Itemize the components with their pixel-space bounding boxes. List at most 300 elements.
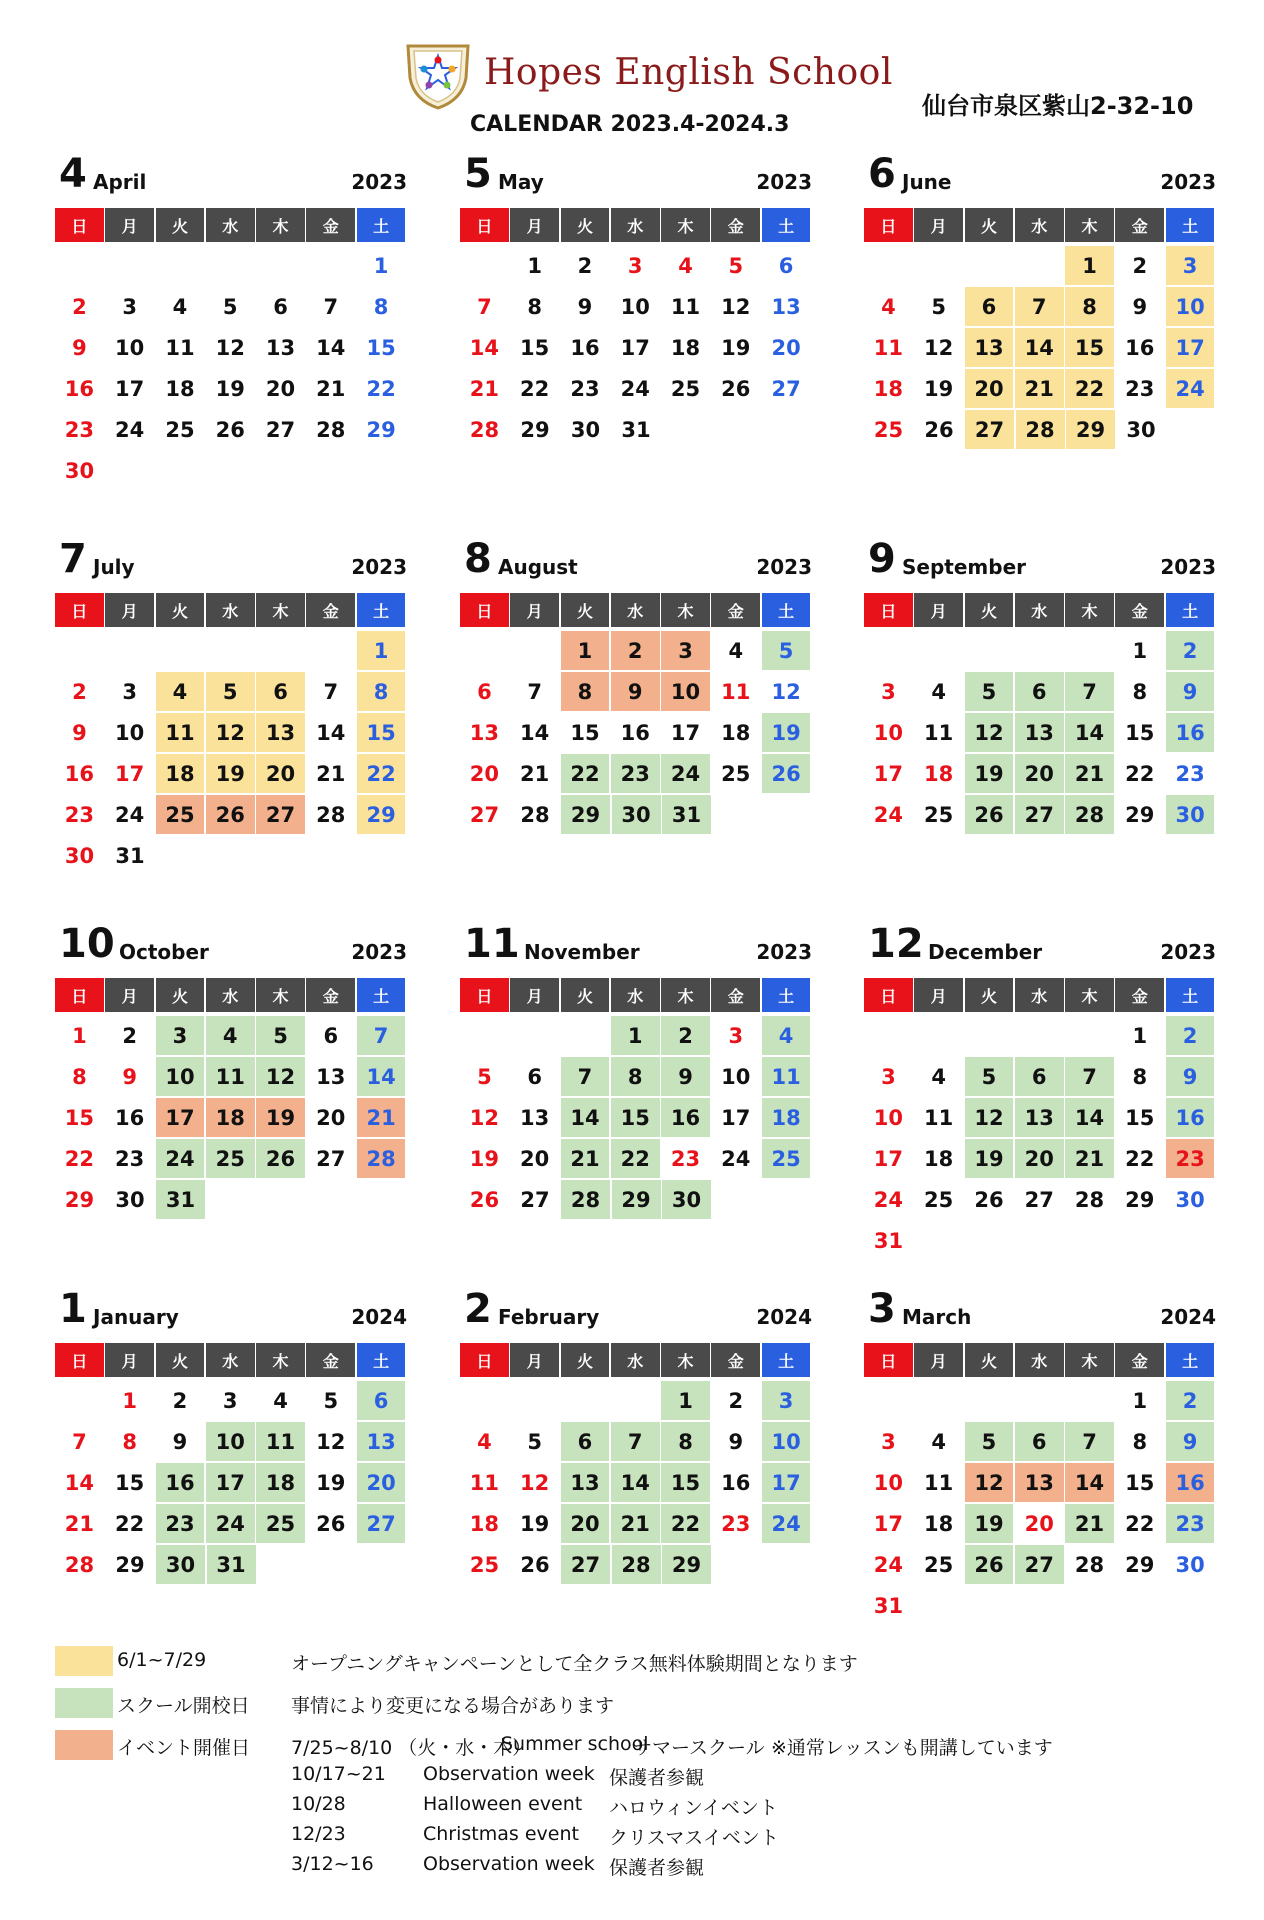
day-cell: 18 — [924, 1511, 954, 1536]
day-cell: 6 — [527, 1064, 542, 1089]
week-row — [864, 1422, 1216, 1463]
month-year: 2023 — [756, 170, 812, 194]
month-name: May — [498, 170, 544, 194]
day-cell: 17 — [156, 1098, 205, 1137]
day-cell: 29 — [366, 417, 396, 442]
event-name: Observation week — [423, 1763, 595, 1785]
day-cell: 25 — [873, 417, 904, 442]
day-cell: 28 — [612, 1545, 661, 1584]
weekday-header: 日 — [864, 1343, 913, 1377]
day-cell: 12 — [206, 713, 255, 752]
day-cell: 20 — [965, 369, 1014, 408]
day-grid — [55, 1381, 407, 1586]
empty-cell — [965, 246, 1014, 285]
week-row — [460, 754, 812, 795]
empty-cell — [561, 1381, 610, 1420]
weekday-header-row — [460, 593, 812, 627]
day-cell: 19 — [256, 1098, 305, 1137]
day-cell: 17 — [1166, 328, 1215, 367]
month-name: July — [93, 555, 135, 579]
day-cell: 16 — [156, 1463, 205, 1502]
day-cell: 21 — [64, 1511, 94, 1536]
day-cell: 3 — [881, 1429, 896, 1454]
day-cell: 25 — [670, 376, 701, 401]
day-cell: 24 — [620, 376, 650, 401]
day-cell: 11 — [165, 335, 195, 360]
day-cell: 11 — [469, 1470, 499, 1495]
day-cell: 25 — [469, 1552, 500, 1577]
month-number: 4 — [59, 151, 87, 197]
weekday-header: 月 — [914, 1343, 963, 1377]
day-cell: 4 — [728, 638, 744, 663]
day-cell: 4 — [273, 1388, 288, 1413]
weekday-header: 木 — [256, 593, 305, 627]
day-cell: 29 — [612, 1180, 661, 1219]
day-cell: 7 — [1065, 1422, 1114, 1461]
weekday-header: 月 — [914, 208, 963, 242]
weekday-header-row — [460, 208, 812, 242]
empty-cell — [256, 631, 305, 670]
weekday-header: 火 — [965, 1343, 1014, 1377]
calendar-title: CALENDAR 2023.4-2024.3 — [470, 112, 790, 137]
day-cell: 23 — [611, 754, 660, 793]
week-row — [460, 795, 812, 836]
day-cell: 24 — [115, 802, 145, 827]
day-cell: 26 — [256, 1139, 305, 1178]
day-cell: 2 — [611, 631, 660, 670]
day-cell: 7 — [1015, 287, 1064, 326]
day-cell: 1 — [527, 253, 542, 278]
day-cell: 20 — [561, 1504, 610, 1543]
day-cell: 14 — [611, 1463, 660, 1502]
day-cell: 6 — [778, 253, 794, 278]
day-cell: 14 — [1015, 328, 1064, 367]
weekday-header: 火 — [561, 593, 610, 627]
day-cell: 11 — [924, 720, 954, 745]
day-cell: 1 — [357, 631, 406, 670]
weekday-header: 木 — [1065, 978, 1114, 1012]
day-cell: 2 — [577, 253, 593, 278]
day-cell: 25 — [924, 1552, 954, 1577]
day-cell: 15 — [1125, 720, 1155, 745]
school-logo — [400, 38, 476, 110]
day-cell: 7 — [527, 679, 542, 704]
day-cell: 26 — [206, 795, 255, 834]
day-cell: 23 — [1166, 1504, 1215, 1543]
day-cell: 10 — [115, 335, 145, 360]
weekday-header: 金 — [711, 208, 760, 242]
day-cell: 15 — [570, 720, 600, 745]
day-grid — [864, 1381, 1216, 1627]
day-cell: 27 — [469, 802, 500, 827]
day-cell: 31 — [207, 1545, 256, 1584]
day-cell: 16 — [570, 335, 600, 360]
empty-cell — [460, 1016, 509, 1055]
day-cell: 16 — [64, 761, 94, 786]
month-year: 2023 — [756, 940, 812, 964]
event-japanese-name: 保護者参観 — [609, 1767, 705, 1789]
week-row — [864, 1586, 1216, 1627]
day-cell: 25 — [924, 802, 954, 827]
month-name: August — [498, 555, 578, 579]
day-cell: 23 — [1166, 1139, 1215, 1178]
day-cell: 6 — [273, 294, 288, 319]
day-cell: 13 — [520, 1105, 550, 1130]
weekday-header: 水 — [611, 593, 660, 627]
day-cell: 5 — [206, 672, 255, 711]
event-date: 10/17~21 — [291, 1763, 386, 1785]
day-cell: 19 — [206, 754, 255, 793]
week-row — [55, 328, 407, 369]
day-cell: 12 — [215, 335, 245, 360]
day-cell: 14 — [316, 720, 346, 745]
day-grid — [55, 246, 407, 492]
weekday-header: 土 — [762, 1343, 811, 1377]
day-cell: 18 — [256, 1463, 305, 1502]
week-row — [460, 369, 812, 410]
day-cell: 15 — [661, 1463, 710, 1502]
day-cell: 20 — [1015, 754, 1064, 793]
empty-cell — [561, 1016, 610, 1055]
event-name: Summer school — [501, 1733, 649, 1755]
month-june — [864, 150, 1216, 510]
day-cell: 26 — [215, 417, 245, 442]
empty-cell — [460, 246, 509, 285]
weekday-header: 日 — [864, 593, 913, 627]
weekday-header: 日 — [460, 593, 509, 627]
empty-cell — [105, 246, 154, 285]
day-grid — [460, 246, 812, 451]
day-cell: 22 — [520, 376, 550, 401]
week-row — [864, 246, 1216, 287]
month-header — [464, 150, 812, 196]
day-grid — [460, 1016, 812, 1221]
week-row — [460, 672, 812, 713]
day-cell: 11 — [156, 713, 205, 752]
month-year: 2023 — [351, 170, 407, 194]
day-cell: 28 — [1074, 1552, 1105, 1577]
month-february — [460, 1285, 812, 1645]
day-cell: 19 — [965, 1139, 1014, 1178]
day-cell: 4 — [156, 672, 205, 711]
day-cell: 7 — [323, 294, 339, 319]
day-cell: 19 — [316, 1470, 346, 1495]
weekday-header: 水 — [1015, 208, 1064, 242]
day-cell: 28 — [316, 417, 346, 442]
day-cell: 20 — [256, 754, 305, 793]
weekday-header: 火 — [965, 208, 1014, 242]
week-row — [460, 1504, 812, 1545]
empty-cell — [306, 631, 355, 670]
weekday-header: 木 — [1065, 1343, 1114, 1377]
month-december — [864, 920, 1216, 1280]
day-cell: 11 — [206, 1057, 255, 1096]
day-cell: 28 — [520, 802, 550, 827]
month-year: 2024 — [756, 1305, 812, 1329]
day-cell: 6 — [323, 1023, 339, 1048]
day-cell: 21 — [561, 1139, 610, 1178]
week-row — [55, 1463, 407, 1504]
weekday-header-row — [864, 1343, 1216, 1377]
day-cell: 24 — [873, 802, 903, 827]
day-cell: 23 — [64, 417, 94, 442]
weekday-header: 日 — [460, 1343, 509, 1377]
month-header — [868, 920, 1216, 966]
day-cell: 19 — [762, 713, 811, 752]
campaign-description: オープニングキャンペーンとして全クラス無料体験期間となります — [291, 1653, 858, 1675]
weekday-header: 日 — [55, 1343, 104, 1377]
week-row — [55, 246, 407, 287]
day-cell: 18 — [156, 754, 205, 793]
day-cell: 3 — [122, 679, 137, 704]
day-cell: 28 — [64, 1552, 95, 1577]
weekday-header: 日 — [55, 978, 104, 1012]
weekday-header: 木 — [661, 1343, 710, 1377]
day-grid — [864, 631, 1216, 836]
day-cell: 24 — [661, 754, 710, 793]
weekday-header: 金 — [711, 978, 760, 1012]
month-may — [460, 150, 812, 510]
day-cell: 11 — [924, 1105, 954, 1130]
day-cell: 19 — [965, 754, 1014, 793]
day-cell: 16 — [1125, 335, 1155, 360]
day-cell: 29 — [1125, 802, 1155, 827]
day-cell: 18 — [762, 1098, 811, 1137]
week-row — [864, 713, 1216, 754]
day-cell: 5 — [323, 1388, 339, 1413]
month-number: 11 — [464, 921, 520, 967]
week-row — [55, 369, 407, 410]
day-cell: 29 — [520, 417, 550, 442]
month-name: October — [119, 940, 209, 964]
month-header — [59, 535, 407, 581]
week-row — [864, 369, 1216, 410]
day-cell: 29 — [115, 1552, 145, 1577]
day-cell: 9 — [611, 672, 660, 711]
day-cell: 16 — [661, 1098, 710, 1137]
week-row — [460, 1422, 812, 1463]
day-grid — [864, 1016, 1216, 1262]
empty-cell — [156, 246, 205, 285]
day-cell: 26 — [520, 1552, 550, 1577]
week-row — [460, 1381, 812, 1422]
weekday-header: 月 — [105, 978, 154, 1012]
empty-cell — [965, 1381, 1014, 1420]
event-swatch — [55, 1730, 113, 1760]
day-cell: 6 — [256, 672, 305, 711]
empty-cell — [864, 1016, 913, 1055]
day-cell: 17 — [115, 761, 145, 786]
week-row — [460, 246, 812, 287]
weekday-header: 月 — [914, 593, 963, 627]
day-cell: 9 — [1132, 294, 1148, 319]
day-cell: 15 — [366, 335, 396, 360]
month-year: 2023 — [1160, 170, 1216, 194]
day-cell: 8 — [1132, 1064, 1148, 1089]
week-row — [460, 328, 812, 369]
weekday-header: 月 — [510, 978, 559, 1012]
day-cell: 22 — [611, 1139, 660, 1178]
day-cell: 26 — [965, 795, 1014, 834]
day-cell: 7 — [1065, 1057, 1114, 1096]
week-row — [460, 1057, 812, 1098]
day-cell: 18 — [165, 376, 195, 401]
day-cell: 8 — [661, 1422, 710, 1461]
month-year: 2023 — [351, 555, 407, 579]
day-cell: 27 — [265, 417, 296, 442]
week-row — [55, 1016, 407, 1057]
day-cell: 22 — [115, 1511, 145, 1536]
empty-cell — [965, 1016, 1014, 1055]
day-cell: 23 — [1175, 761, 1205, 786]
day-cell: 23 — [115, 1146, 145, 1171]
day-cell: 11 — [721, 679, 751, 704]
month-header — [868, 535, 1216, 581]
day-cell: 8 — [72, 1064, 87, 1089]
day-cell: 21 — [1065, 1504, 1114, 1543]
day-cell: 13 — [1015, 713, 1064, 752]
day-cell: 4 — [931, 679, 946, 704]
week-row — [864, 328, 1216, 369]
day-cell: 28 — [316, 802, 346, 827]
month-number: 6 — [868, 151, 896, 197]
day-cell: 28 — [1016, 410, 1065, 449]
day-cell: 24 — [115, 417, 145, 442]
day-cell: 9 — [1166, 672, 1215, 711]
empty-cell — [55, 246, 104, 285]
day-cell: 8 — [357, 672, 406, 711]
month-year: 2024 — [1160, 1305, 1216, 1329]
day-cell: 2 — [72, 679, 87, 704]
day-cell: 10 — [1166, 287, 1215, 326]
weekday-header: 土 — [1166, 978, 1215, 1012]
day-cell: 9 — [72, 335, 87, 360]
week-row — [864, 1098, 1216, 1139]
weekday-header-row — [864, 593, 1216, 627]
empty-cell — [965, 631, 1014, 670]
week-row — [55, 1504, 407, 1545]
day-cell: 23 — [570, 376, 600, 401]
day-cell: 20 — [771, 335, 801, 360]
empty-cell — [864, 1381, 913, 1420]
day-cell: 26 — [469, 1187, 500, 1212]
day-cell: 4 — [172, 294, 188, 319]
day-cell: 8 — [561, 672, 610, 711]
day-cell: 5 — [965, 1057, 1014, 1096]
day-cell: 9 — [661, 1057, 710, 1096]
weekday-header: 火 — [561, 978, 610, 1012]
day-cell: 21 — [316, 761, 346, 786]
week-row — [460, 1016, 812, 1057]
day-cell: 2 — [1132, 253, 1148, 278]
month-name: December — [928, 940, 1043, 964]
day-cell: 27 — [316, 1146, 346, 1171]
week-row — [864, 1057, 1216, 1098]
day-cell: 10 — [873, 1105, 903, 1130]
day-cell: 29 — [357, 795, 406, 834]
school-address: 仙台市泉区紫山2-32-10 — [922, 92, 1194, 120]
week-row — [55, 287, 407, 328]
day-cell: 11 — [256, 1422, 305, 1461]
day-cell: 20 — [316, 1105, 346, 1130]
day-cell: 1 — [72, 1023, 87, 1048]
week-row — [864, 672, 1216, 713]
event-date: 10/28 — [291, 1793, 346, 1815]
week-row — [55, 795, 407, 836]
day-cell: 31 — [873, 1228, 904, 1253]
day-cell: 10 — [873, 720, 903, 745]
event-name: Observation week — [423, 1853, 595, 1875]
day-cell: 9 — [1166, 1057, 1215, 1096]
weekday-header: 土 — [357, 208, 406, 242]
day-cell: 14 — [1065, 1463, 1114, 1502]
day-cell: 26 — [924, 417, 954, 442]
month-header — [868, 150, 1216, 196]
empty-cell — [460, 631, 509, 670]
day-cell: 1 — [661, 1381, 710, 1420]
empty-cell — [914, 1016, 963, 1055]
weekday-header-row — [55, 593, 407, 627]
day-cell: 12 — [721, 294, 751, 319]
day-cell: 8 — [527, 294, 542, 319]
week-row — [864, 754, 1216, 795]
day-cell: 12 — [771, 679, 801, 704]
weekday-header: 月 — [105, 593, 154, 627]
weekday-header: 火 — [156, 208, 205, 242]
day-cell: 10 — [721, 1064, 751, 1089]
day-cell: 3 — [627, 253, 643, 278]
day-cell: 3 — [881, 1064, 896, 1089]
day-cell: 19 — [924, 376, 954, 401]
day-cell: 16 — [620, 720, 650, 745]
day-cell: 2 — [728, 1388, 744, 1413]
weekday-header: 土 — [1166, 593, 1215, 627]
weekday-header: 木 — [1065, 593, 1114, 627]
day-cell: 19 — [215, 376, 245, 401]
day-cell: 5 — [256, 1016, 305, 1055]
month-header — [464, 1285, 812, 1331]
day-cell: 4 — [931, 1064, 946, 1089]
day-cell: 27 — [965, 410, 1014, 449]
day-cell: 14 — [357, 1057, 406, 1096]
day-cell: 7 — [477, 294, 492, 319]
day-cell: 8 — [1065, 287, 1114, 326]
day-cell: 15 — [611, 1098, 660, 1137]
day-cell: 1 — [1132, 638, 1148, 663]
day-cell: 6 — [1015, 1422, 1064, 1461]
weekday-header: 火 — [561, 208, 610, 242]
campaign-swatch — [55, 1646, 113, 1676]
day-cell: 21 — [1015, 369, 1064, 408]
day-cell: 8 — [373, 294, 389, 319]
week-row — [55, 754, 407, 795]
day-cell: 9 — [577, 294, 593, 319]
day-cell: 1 — [122, 1388, 137, 1413]
day-cell: 26 — [965, 1545, 1014, 1584]
weekday-header: 火 — [561, 1343, 610, 1377]
empty-cell — [206, 246, 255, 285]
week-row — [864, 1545, 1216, 1586]
day-cell: 29 — [1066, 410, 1115, 449]
empty-cell — [864, 246, 913, 285]
month-number: 12 — [868, 921, 924, 967]
week-row — [460, 1098, 812, 1139]
day-cell: 17 — [762, 1463, 811, 1502]
day-cell: 21 — [316, 376, 346, 401]
day-cell: 5 — [728, 253, 744, 278]
week-row — [460, 1180, 812, 1221]
week-row — [460, 1139, 812, 1180]
